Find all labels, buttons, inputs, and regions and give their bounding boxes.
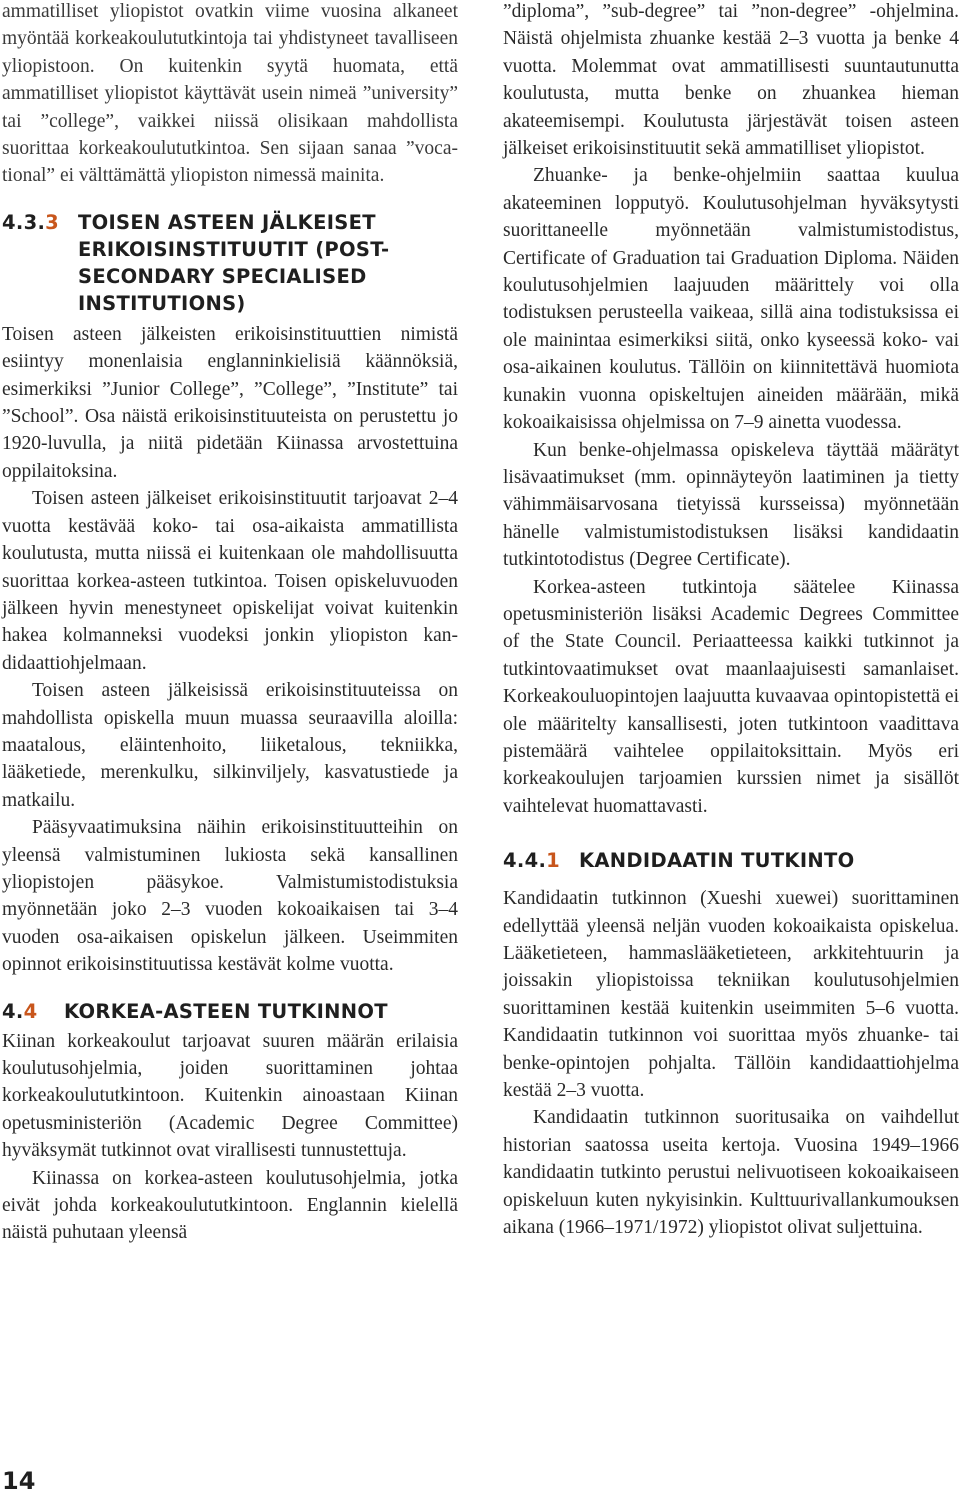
- section-heading-4-4: [2, 998, 458, 1025]
- intro-paragraph: ammatilliset yliopistot ovatkin viime vuosina alkaneet myöntää korkeakoulututkintoja tai yhdistyneet tavalliseen yliopistoon. On kuitenkin syytä huomata, että ammatilliset yliopistot käyttävät usein nimeä ”university” tai ”college”, vaikkei niissä olisikaan mahdollista suorittaa korkeakoulututkintoa. Sen sijaan sanaa ”vocational” ei välttämättä yliopiston nimessä mainita.: [2, 1, 458, 187]
- body-paragraph: Korkea-asteen tutkintoja säätelee Kiinassa opetusministeriön lisäksi Academic Degrees Committee of the State Council. Periaatteessa kaikki tutkinnot ja tutkintovaatimukset ovat maanlaajuisesti samanlaiset. Korkeakouluopintojen laajuutta kuvaavaa opintopistettä ei ole määritelty kansallisesti, joten tutkintoon vaadittava pistemäärä vaihtelee oppilaitoksittain. Myös eri korkeakoulujen tarjoamien kurssien nimet ja sisällöt vaihtelevat huomattavasti.: [503, 576, 959, 817]
- section-title: KORKEA-ASTEEN TUTKINNOT: [64, 999, 388, 1023]
- section-number-prefix: 4.4.: [503, 849, 547, 873]
- body-paragraph: Kiinan korkeakoulut tarjoavat suuren määrän erilaisia koulutusohjelmia, joiden suorittaminen johtaa korkeakoulututkintoon. Kuitenkin ainoastaan Kiinan opetusministeriön (Academic Degree Committee) hyväksymät tutkinnot ovat virallisesti tunnustettuja.: [2, 1030, 458, 1162]
- section-number-accent: 4: [23, 999, 38, 1023]
- section-number: [2, 998, 64, 1025]
- body-paragraph: Zhuanke- ja benke-ohjelmiin saattaa kuulua akateeminen lopputyö. Koulutusohjelman hyväksytysti suorittaneelle myönnetään valmistumistodistus, Certificate of Graduation tai Graduation Diploma. Näiden koulutusohjelmien laajuuden määrittely voi olla todistuksen perusteella vaikeaa, sillä aina todistuksissa ei ole mainintaa esimerkiksi siitä, onko kyseessä koko- vai osa-aikainen koulutus. Tällöin on kiinnitettävä huomiota kunakin vuonna opiskeltujen aineiden määrään, mikä kokoaikaisissa ohjelmissa on 7–9 ainetta vuodessa.: [503, 165, 959, 434]
- section-title: TOISEN ASTEEN JÄLKEISET ERIKOISINSTITUUTIT (POST-SECONDARY SPECIALISED INSTITUTIONS): [78, 210, 390, 315]
- section-number-accent: 1: [546, 849, 561, 873]
- section-heading-4-4-1: [503, 847, 959, 874]
- body-paragraph: Kandidaatin tutkinnon suoritusaika on vaihdellut historian saatossa useita kertoja. Vuosina 1949–1966 kandidaatin tutkinto perustui nelivuotiseen kokoaikaiseen opiskeluun kuten nykyisinkin. Kulttuurivallankumouksen aikana (1966–1971/1972) yliopistot olivat suljettuina.: [503, 1107, 959, 1239]
- section-number: [2, 209, 78, 317]
- section-number-accent: 3: [45, 210, 60, 234]
- page-number: 14: [2, 1467, 36, 1495]
- section-number-prefix: 4.: [2, 999, 24, 1023]
- body-paragraph: Kandidaatin tutkinnon (Xueshi xuewei) suorittaminen edellyttää yleensä neljän vuoden kokoaikaista opiskelua. Lääketieteen, hammaslääketieteen, arkkitehtuurin ja joissakin yliopistoissa tekniikan koulutusohjelmien suorittaminen kestää kuitenkin useimmiten 5–6 vuotta. Kandidaatin tutkinnon voi suorittaa myös zhuanke- tai benke-opintojen pohjalta. Tällöin kandidaattiohjelma kestää 2–3 vuotta.: [503, 888, 959, 1102]
- section-number-prefix: 4.3.: [2, 210, 46, 234]
- body-paragraph: Kiinassa on korkea-asteen koulutusohjelmia, jotka eivät johda korkeakoulututkintoon. Englannin kielellä näistä puhutaan yleensä: [2, 1167, 458, 1244]
- right-column: [503, 0, 959, 1241]
- section-title: KANDIDAATIN TUTKINTO: [579, 849, 855, 873]
- body-paragraph: Toisen asteen jälkeisten erikoisinstituuttien nimistä esiintyy monenlaisia englanninkielisiä käännöksiä, esimerkiksi ”Junior College”, ”College”, ”Institute” tai ”School”. Osa näistä erikoisinstituuteista on perustettu jo 1920-luvulla, ja niitä pidetään Kiinassa arvostettuina oppilaitoksina.: [2, 323, 458, 482]
- body-paragraph: Toisen asteen jälkeiset erikoisinstituutit tarjoavat 2–4 vuotta kestävää koko- tai osa-aikaista ammatillista koulutusta, mutta niissä ei kuitenkaan ole mahdollisuutta suorittaa korkea-asteen tutkintoa. Toisen opiskeluvuoden jälkeen hyvin menestyneet opiskelijat voivat kuitenkin hakea kolmanneksi vuodeksi jonkin yliopiston kandidaattiohjelmaan.: [2, 488, 458, 674]
- body-paragraph: ”diploma”, ”sub-degree” tai ”non-degree” -ohjelmina. Näistä ohjelmista zhuanke kestää 2–3 vuotta ja benke 4 vuotta. Molemmat ovat ammatillisesti suuntautunutta koulutusta, mutta benke on zhuankea hieman akateemisempi. Koulutusta järjestävät toisen asteen jälkeiset erikoisinstituutit sekä ammatilliset yliopistot.: [503, 1, 959, 160]
- body-paragraph: Kun benke-ohjelmassa opiskeleva täyttää määrätyt lisävaatimukset (mm. opinnäyteyön laatiminen ja tietty vähimmäisarvosana tietyissä kursseissa) myönnetään hänelle valmistumistodistuksen lisäksi kandidaatin tutkintotodistus (Degree Certificate).: [503, 439, 959, 571]
- section-heading-4-3-3: [2, 209, 458, 317]
- body-paragraph: Toisen asteen jälkeisissä erikoisinstituuteissa on mahdollista opiskella muun muassa seuraavilla aloilla: maatalous, eläintenhoito, liiketalous, tekniikka, lääketiede, merenkulku, silkinviljely, kasvatustiede ja matkailu.: [2, 680, 458, 811]
- left-column: [2, 0, 458, 1247]
- section-number: [503, 847, 579, 874]
- body-paragraph: Pääsyvaatimuksina näihin erikoisinstituutteihin on yleensä valmistuminen lukiosta sekä kansallinen yliopistojen pääsykoe. Valmistumistodistuksia myönnetään joko 2–3 vuoden kokoaikaisen tai 3–4 vuoden osa-aikaisen opiskelun jälkeen. Useimmiten opinnot erikoisinstituutissa kestävät kolme vuotta.: [2, 817, 458, 976]
